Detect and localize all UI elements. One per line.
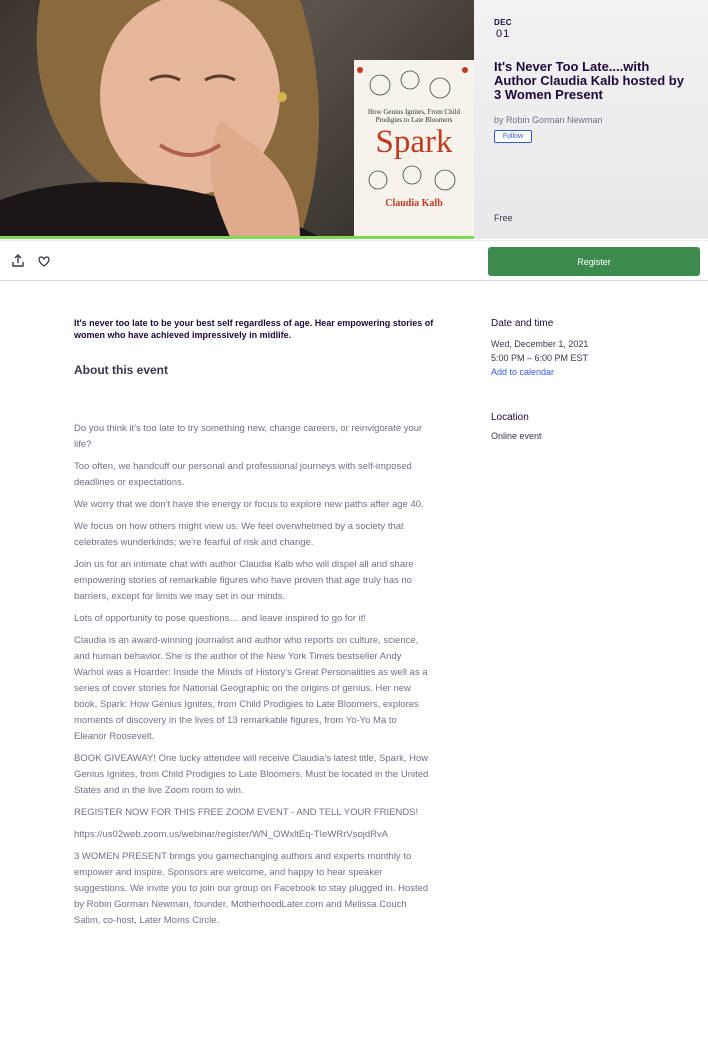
event-title: It's Never Too Late....with Author Claudia Kalb hosted by 3 Women Present <box>494 59 684 102</box>
book-title: Spark <box>375 124 453 160</box>
body-paragraph: BOOK GIVEAWAY! One lucky attendee will receive Claudia's latest title, Spark, How Genius Ignites, from Child Prodigies to Late Bloomers. Must be located in the United States and in the live Zoom room to win. <box>74 753 429 796</box>
hero-progress-bar <box>0 236 474 239</box>
book-author: Claudia Kalb <box>385 198 443 209</box>
follow-button[interactable]: Follow <box>494 130 532 143</box>
about-heading: About this event <box>74 363 169 377</box>
location-label: Location <box>491 412 529 423</box>
event-body <box>74 421 430 935</box>
event-date: Wed, December 1, 2021 <box>491 339 589 349</box>
event-month: DEC <box>494 18 512 27</box>
body-paragraph: REGISTER NOW FOR THIS FREE ZOOM EVENT - AND TELL YOUR FRIENDS! <box>74 807 419 818</box>
event-cover-image <box>0 0 474 237</box>
share-icon[interactable] <box>10 253 26 269</box>
location-value: Online event <box>491 431 542 441</box>
date-time-label: Date and time <box>491 318 554 329</box>
event-summary: It's never too late to be your best self regardless of age. Hear empowering stories of women who have achieved impressively in midlife. <box>74 318 434 340</box>
body-paragraph: Claudia is an award-winning journalist and author who reports on culture, science, and human behavior. She is the author of the New York Times bestseller Andy Warhol was a Hoarder: Inside the Minds of History's Great Personalities as well as a series of cover stories for National Geographic on the origins of genius. Her new book, Spark: How Genius Ignites, from Child Prodigies to Late Bloomers, explores moments of discovery in the lives of 13 remarkable figures, from Yo-Yo Ma to Eleanor Roosevelt. <box>74 635 428 742</box>
body-paragraph: 3 WOMEN PRESENT brings you gamechanging authors and experts monthly to empower and inspire. Sponsors are welcome, and happy to hear speaker suggestions. We invite you to join our group on Facebook to stay plugged in. Hosted by Robin Gorman Newman, founder, MotherhoodLater.com and Melissa Couch Salim, co-host, Later Moms Circle. <box>74 851 429 926</box>
location-block <box>491 412 542 443</box>
organizer-name[interactable]: by Robin Gorman Newman <box>494 115 603 125</box>
event-description <box>74 317 434 926</box>
event-sidebar <box>491 318 691 441</box>
body-paragraph: Join us for an intimate chat with author Claudia Kalb who will dispel all and share empowering stories of remarkable figures who have proven that age truly has no barriers, except for limits we may set in our minds. <box>74 559 414 602</box>
body-paragraph: Do you think it's too late to try something new, change careers, or reinvigorate your life? <box>74 423 423 450</box>
body-paragraph: Too often, we handcuff our personal and professional journeys with self-imposed deadlines or expectations. <box>74 461 412 488</box>
event-price: Free <box>494 213 513 223</box>
heart-icon[interactable] <box>36 253 52 269</box>
action-bar <box>0 240 708 281</box>
body-paragraph: Lots of opportunity to pose questions… and leave inspired to go for it! <box>74 613 367 624</box>
add-to-calendar-link[interactable]: Add to calendar <box>491 367 555 377</box>
book-subtitle: How Genius Ignites, From Child Prodigies to Late Bloomers <box>368 108 460 124</box>
registration-link: https://us02web.zoom.us/webinar/register/WN_OWxltEq-TIeWRrVsojdRvA <box>74 829 389 840</box>
event-hero <box>0 0 708 240</box>
event-day: 01 <box>496 28 511 40</box>
event-info-panel <box>474 0 708 239</box>
body-paragraph: We focus on how others might view us. We feel overwhelmed by a society that celebrates wunderkinds; we're fearful of risk and change. <box>74 521 404 548</box>
register-button[interactable]: Register <box>488 247 700 276</box>
body-paragraph: We worry that we don't have the energy or focus to explore new paths after age 40. <box>74 499 424 510</box>
event-time: 5:00 PM – 6:00 PM EST <box>491 353 589 363</box>
